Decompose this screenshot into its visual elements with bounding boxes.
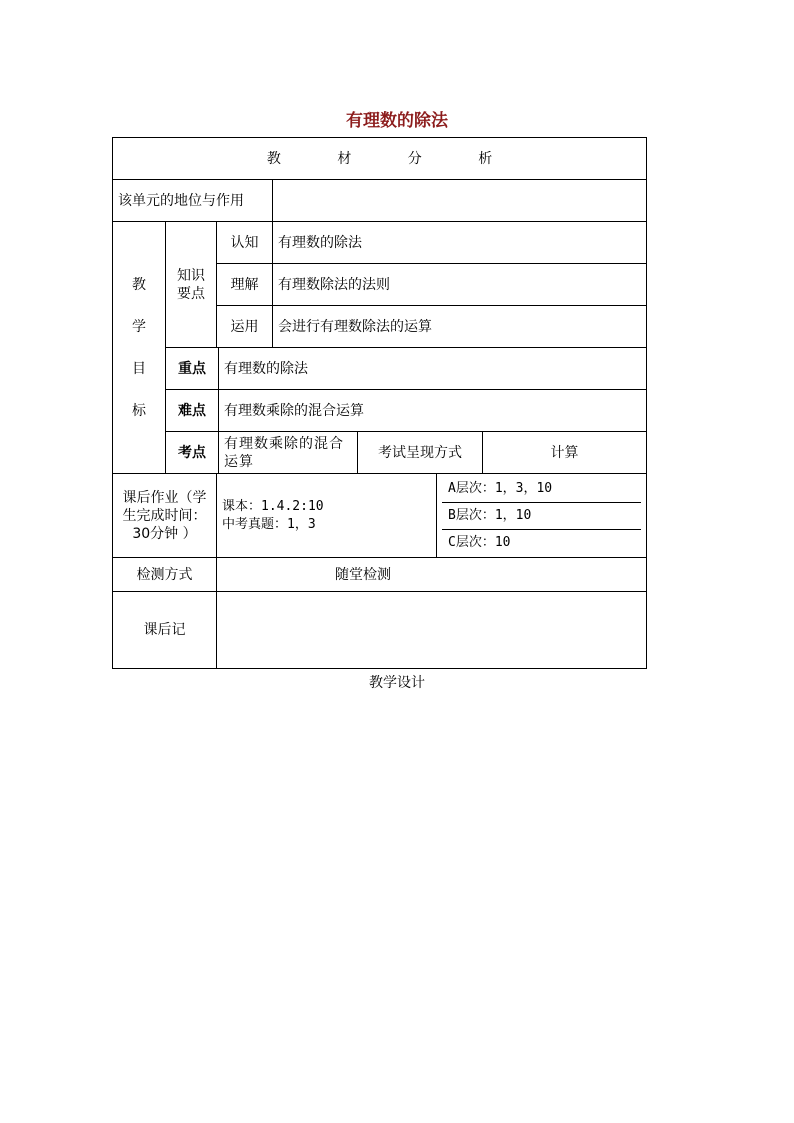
unit-role-label: 该单元的地位与作用 xyxy=(113,180,273,222)
exam-point-label: 考点 xyxy=(166,432,219,474)
key-point-label: 重点 xyxy=(166,348,219,390)
knowledge-level-application: 运用 xyxy=(217,306,273,348)
page-title: 有理数的除法 xyxy=(346,111,448,131)
assessment-value: 随堂检测 xyxy=(217,558,647,592)
homework-level-a: A层次：1，3，10 xyxy=(442,476,641,503)
teaching-objectives-label: 教 学 目 标 xyxy=(113,222,166,474)
exam-point-content: 有理数乘除的混合运算 xyxy=(219,432,358,474)
unit-role-value xyxy=(273,180,647,222)
homework-exam-questions: 中考真题：1，3 xyxy=(222,516,316,532)
knowledge-level-cognition: 认知 xyxy=(217,222,273,264)
homework-level-b: B层次：1，10 xyxy=(442,502,641,529)
difficult-point-content: 有理数乘除的混合运算 xyxy=(219,390,647,432)
homework-levels xyxy=(437,474,647,558)
assessment-label: 检测方式 xyxy=(113,558,217,592)
knowledge-content-understanding: 有理数除法的法则 xyxy=(273,264,647,306)
knowledge-content-application: 会进行有理数除法的运算 xyxy=(273,306,647,348)
exam-format-label: 考试呈现方式 xyxy=(358,432,483,474)
homework-level-c: C层次：10 xyxy=(448,534,511,550)
homework-textbook: 课本：1.4.2:10 xyxy=(222,498,324,514)
homework-content xyxy=(217,474,437,558)
reflection-value xyxy=(217,592,647,669)
knowledge-content-cognition: 有理数的除法 xyxy=(273,222,647,264)
homework-label: 课后作业（学生完成时间：30分钟 ） xyxy=(113,474,217,558)
lesson-plan-table xyxy=(112,137,647,669)
footer-caption: 教学设计 xyxy=(369,675,425,691)
exam-format-value: 计算 xyxy=(483,432,647,474)
difficult-point-label: 难点 xyxy=(166,390,219,432)
key-point-content: 有理数的除法 xyxy=(219,348,647,390)
section-header: 教 材 分 析 xyxy=(113,138,647,180)
reflection-label: 课后记 xyxy=(113,592,217,669)
knowledge-level-understanding: 理解 xyxy=(217,264,273,306)
knowledge-points-label: 知识要点 xyxy=(166,222,217,348)
